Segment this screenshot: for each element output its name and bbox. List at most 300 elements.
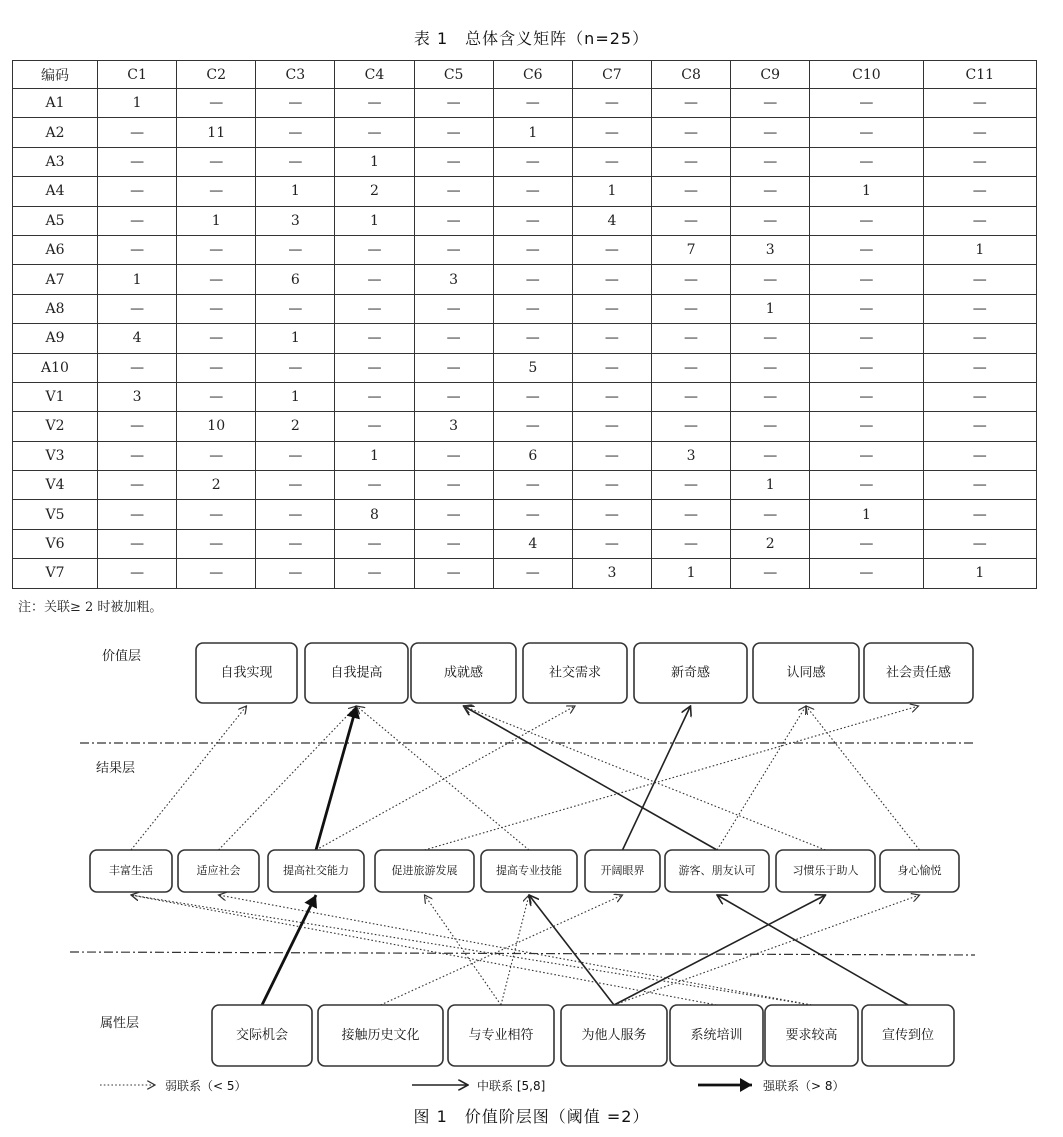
table-cell: — [493, 500, 572, 529]
table-cell: — [98, 559, 177, 588]
link-strong [316, 706, 357, 850]
table-cell: — [923, 265, 1036, 294]
link-weak [464, 706, 826, 850]
table-cell: — [256, 441, 335, 470]
layer-label-value: 价值层 [102, 649, 142, 664]
table-cell: — [923, 529, 1036, 558]
table-cell: — [414, 324, 493, 353]
table-cell: — [731, 559, 810, 588]
table-row [13, 294, 1037, 323]
table-cell: — [335, 412, 414, 441]
attribute-node [862, 1005, 954, 1066]
table-cell: — [414, 500, 493, 529]
table-cell: 1 [256, 324, 335, 353]
table-cell: — [651, 324, 730, 353]
table-cell: — [572, 147, 651, 176]
implication-matrix-table [12, 60, 1037, 589]
table-cell: — [335, 353, 414, 382]
table-cell: — [731, 353, 810, 382]
table-cell: — [493, 324, 572, 353]
table-cell: 2 [731, 529, 810, 558]
table-cell: — [651, 471, 730, 500]
table-cell: — [414, 382, 493, 411]
table-cell: — [414, 118, 493, 147]
table-cell: — [572, 294, 651, 323]
table-cell: — [731, 206, 810, 235]
row-code-cell: A10 [13, 353, 98, 382]
row-code-cell: A1 [13, 89, 98, 118]
table-cell: 10 [177, 412, 256, 441]
table-cell: — [256, 353, 335, 382]
table-row [13, 441, 1037, 470]
node-label: 交际机会 [235, 1028, 289, 1043]
column-header-c8: C8 [651, 61, 730, 89]
node-label: 提高专业技能 [496, 864, 562, 877]
column-header-c10: C10 [810, 61, 923, 89]
link-weak [806, 706, 920, 850]
table-cell: — [810, 441, 923, 470]
table-cell: — [810, 324, 923, 353]
table-cell: — [98, 412, 177, 441]
node-label: 认同感 [786, 665, 826, 681]
attribute-node [212, 1005, 312, 1066]
table-cell: — [414, 559, 493, 588]
table-cell: — [810, 559, 923, 588]
consequence-node [90, 850, 172, 892]
table-cell: — [256, 89, 335, 118]
table-cell: — [810, 471, 923, 500]
table-cell: — [335, 89, 414, 118]
table-cell: 3 [414, 412, 493, 441]
table-cell: — [256, 500, 335, 529]
link-weak [717, 706, 806, 850]
table-cell: — [98, 118, 177, 147]
link-medium [464, 706, 718, 850]
node-label: 开阔眼界 [600, 864, 645, 877]
table-cell: — [651, 265, 730, 294]
table-cell: — [651, 353, 730, 382]
node-label: 丰富生活 [109, 864, 153, 877]
table-cell: 1 [810, 500, 923, 529]
table-cell: — [651, 118, 730, 147]
row-code-cell: A5 [13, 206, 98, 235]
table-cell: — [177, 529, 256, 558]
figure-caption: 图 1 价值阶层图（阈值 =2） [413, 1107, 650, 1126]
table-cell: 2 [177, 471, 256, 500]
value-node [196, 643, 297, 703]
table-cell: — [731, 265, 810, 294]
table-row [13, 353, 1037, 382]
table-cell: — [177, 89, 256, 118]
column-header-c5: C5 [414, 61, 493, 89]
table-cell: — [651, 529, 730, 558]
table-cell: — [572, 118, 651, 147]
layer-label-consequence: 结果层 [96, 761, 136, 776]
node-label: 习惯乐于助人 [792, 864, 859, 877]
table-cell: — [177, 500, 256, 529]
link-weak [381, 895, 623, 1005]
table-cell: — [923, 353, 1036, 382]
table-row [13, 500, 1037, 529]
link-medium [529, 895, 614, 1005]
table-cell: — [923, 89, 1036, 118]
table-cell: — [923, 324, 1036, 353]
attribute-node [318, 1005, 443, 1066]
table-header-row [13, 61, 1037, 89]
column-header-c9: C9 [731, 61, 810, 89]
table-cell: 1 [572, 177, 651, 206]
table-cell: 3 [414, 265, 493, 294]
table-row [13, 412, 1037, 441]
node-label: 游客、朋友认可 [678, 864, 756, 877]
table-cell: — [493, 265, 572, 294]
row-code-cell: A2 [13, 118, 98, 147]
table-cell: 3 [256, 206, 335, 235]
table-cell: 1 [731, 471, 810, 500]
link-weak [316, 706, 575, 850]
table-cell: 5 [493, 353, 572, 382]
link-weak [131, 895, 812, 1005]
node-label: 宣传到位 [881, 1028, 935, 1043]
node-label: 新奇感 [670, 665, 711, 681]
table-cell: 8 [335, 500, 414, 529]
table-cell: — [414, 529, 493, 558]
table-cell: — [572, 235, 651, 264]
table-cell: — [256, 559, 335, 588]
table-cell: — [177, 382, 256, 411]
table-cell: — [493, 147, 572, 176]
table-cell: — [572, 500, 651, 529]
node-label: 身心愉悦 [897, 864, 942, 877]
table-row [13, 118, 1037, 147]
table-cell: — [256, 235, 335, 264]
table-cell: 2 [256, 412, 335, 441]
attribute-node [448, 1005, 554, 1066]
table-cell: — [177, 353, 256, 382]
table-cell: 1 [98, 89, 177, 118]
table-cell: — [98, 206, 177, 235]
table-row [13, 382, 1037, 411]
table-cell: — [256, 529, 335, 558]
table-cell: — [98, 177, 177, 206]
table-cell: — [572, 382, 651, 411]
value-node [864, 643, 973, 703]
table-row [13, 265, 1037, 294]
table-cell: — [572, 412, 651, 441]
table-header [13, 61, 1037, 89]
column-header-c3: C3 [256, 61, 335, 89]
table-cell: — [493, 382, 572, 411]
table-cell: — [572, 529, 651, 558]
table-row [13, 559, 1037, 588]
value-node [411, 643, 516, 703]
column-header-code: 编码 [13, 61, 98, 89]
table-cell: 3 [572, 559, 651, 588]
table-cell: 1 [98, 265, 177, 294]
row-code-cell: V6 [13, 529, 98, 558]
table-cell: — [414, 441, 493, 470]
table-cell: — [335, 294, 414, 323]
table-cell: — [923, 441, 1036, 470]
table-cell: — [731, 118, 810, 147]
column-header-c6: C6 [493, 61, 572, 89]
legend-strong-label: 强联系（> 8） [763, 1079, 845, 1093]
table-cell: 1 [731, 294, 810, 323]
link-weak [425, 895, 502, 1005]
table-cell: — [256, 294, 335, 323]
row-code-cell: A7 [13, 265, 98, 294]
table-cell: — [810, 382, 923, 411]
table-cell: — [923, 206, 1036, 235]
table-cell: 1 [493, 118, 572, 147]
link-weak [614, 895, 920, 1005]
table-row [13, 471, 1037, 500]
table-cell: — [493, 89, 572, 118]
attribute-node [670, 1005, 763, 1066]
table-cell: — [177, 324, 256, 353]
table-cell: — [923, 294, 1036, 323]
table-cell: 1 [335, 206, 414, 235]
table-cell: — [414, 206, 493, 235]
table-cell: 1 [651, 559, 730, 588]
column-header-c1: C1 [98, 61, 177, 89]
table-cell: — [493, 412, 572, 441]
table-cell: — [493, 471, 572, 500]
table-cell: — [177, 294, 256, 323]
table-cell: — [572, 471, 651, 500]
table-cell: — [414, 177, 493, 206]
column-header-c4: C4 [335, 61, 414, 89]
table-cell: — [98, 441, 177, 470]
link-medium [614, 895, 826, 1005]
value-node [753, 643, 859, 703]
table-cell: 3 [651, 441, 730, 470]
table-body [13, 89, 1037, 589]
row-code-cell: V5 [13, 500, 98, 529]
table-cell: 6 [493, 441, 572, 470]
table-cell: — [731, 412, 810, 441]
consequence-node [268, 850, 364, 892]
table-cell: — [810, 265, 923, 294]
table-cell: 1 [256, 177, 335, 206]
layer-divider-bottom [70, 952, 975, 955]
table-row [13, 529, 1037, 558]
table-cell: — [335, 265, 414, 294]
node-label: 促进旅游发展 [391, 864, 458, 877]
table-cell: — [493, 559, 572, 588]
table-cell: — [572, 441, 651, 470]
table-row [13, 147, 1037, 176]
consequence-node [178, 850, 259, 892]
column-header-c11: C11 [923, 61, 1036, 89]
table-cell: — [810, 529, 923, 558]
table-cell: — [810, 206, 923, 235]
node-label: 自我实现 [220, 665, 273, 681]
table-cell: — [98, 353, 177, 382]
node-label: 社会责任感 [885, 665, 952, 681]
consequence-node [880, 850, 959, 892]
node-label: 提高社交能力 [283, 864, 349, 877]
legend [100, 1078, 845, 1093]
table-cell: — [731, 177, 810, 206]
table-cell: — [414, 89, 493, 118]
table-cell: — [493, 294, 572, 323]
table-cell: — [923, 471, 1036, 500]
table-cell: — [335, 118, 414, 147]
attribute-node [765, 1005, 858, 1066]
node-label: 成就感 [443, 665, 484, 681]
attribute-node [561, 1005, 667, 1066]
table-cell: — [810, 147, 923, 176]
table-cell: — [731, 89, 810, 118]
table-cell: 1 [923, 559, 1036, 588]
table-cell: — [923, 382, 1036, 411]
table-cell: — [572, 89, 651, 118]
table-cell: — [177, 235, 256, 264]
table-cell: — [256, 118, 335, 147]
table-cell: — [335, 382, 414, 411]
table-cell: — [572, 265, 651, 294]
legend-weak-label: 弱联系（< 5） [165, 1079, 247, 1093]
table-cell: 2 [335, 177, 414, 206]
column-header-c7: C7 [572, 61, 651, 89]
table-cell: — [256, 147, 335, 176]
table-row [13, 324, 1037, 353]
table-cell: — [923, 147, 1036, 176]
table-cell: — [810, 353, 923, 382]
table-cell: — [493, 177, 572, 206]
table-cell: — [651, 206, 730, 235]
row-code-cell: V2 [13, 412, 98, 441]
row-code-cell: A4 [13, 177, 98, 206]
table-cell: — [572, 324, 651, 353]
layer-label-attribute: 属性层 [100, 1016, 140, 1031]
row-code-cell: A9 [13, 324, 98, 353]
table-cell: — [810, 89, 923, 118]
table-cell: — [414, 471, 493, 500]
link-weak [131, 706, 247, 850]
table-cell: — [731, 324, 810, 353]
link-weak [131, 895, 717, 1005]
table-note: 注：关联≥ 2 时被加粗。 [18, 600, 163, 615]
table-cell: — [414, 235, 493, 264]
table-cell: 3 [98, 382, 177, 411]
value-node [305, 643, 408, 703]
table-cell: 4 [493, 529, 572, 558]
link-strong [262, 895, 316, 1005]
table-cell: — [651, 89, 730, 118]
table-cell: — [98, 471, 177, 500]
table-cell: 4 [572, 206, 651, 235]
table-cell: — [414, 147, 493, 176]
table-cell: — [651, 412, 730, 441]
node-label: 自我提高 [330, 665, 383, 681]
table-cell: — [731, 441, 810, 470]
table-cell: 6 [256, 265, 335, 294]
node-label: 系统培训 [690, 1028, 743, 1043]
table-cell: 4 [98, 324, 177, 353]
table-cell: 1 [335, 441, 414, 470]
table-cell: — [98, 235, 177, 264]
row-code-cell: A8 [13, 294, 98, 323]
table-cell: — [651, 294, 730, 323]
consequence-node [665, 850, 769, 892]
table-row [13, 89, 1037, 118]
table-row [13, 177, 1037, 206]
table-cell: — [810, 235, 923, 264]
legend-medium-label: 中联系 [5,8] [477, 1079, 546, 1093]
table-cell: — [335, 559, 414, 588]
table-row [13, 206, 1037, 235]
value-node [523, 643, 627, 703]
table-cell: — [923, 177, 1036, 206]
link-medium [717, 895, 908, 1005]
table-cell: — [98, 147, 177, 176]
table-cell: — [335, 471, 414, 500]
table-cell: 1 [810, 177, 923, 206]
table-cell: — [98, 294, 177, 323]
table-cell: — [651, 147, 730, 176]
table-cell: 1 [256, 382, 335, 411]
table-row [13, 235, 1037, 264]
table-cell: — [810, 294, 923, 323]
table-cell: — [923, 412, 1036, 441]
table-caption: 表 1 总体含义矩阵（n=25） [413, 29, 650, 48]
node-label: 适应社会 [196, 864, 241, 877]
node-label: 社交需求 [548, 665, 602, 681]
row-code-cell: A6 [13, 235, 98, 264]
table-cell: — [731, 500, 810, 529]
row-code-cell: A3 [13, 147, 98, 176]
table-cell: — [177, 147, 256, 176]
table-cell: — [177, 441, 256, 470]
table-cell: — [335, 529, 414, 558]
row-code-cell: V3 [13, 441, 98, 470]
table-cell: — [651, 382, 730, 411]
consequence-node [776, 850, 875, 892]
table-cell: — [177, 177, 256, 206]
value-node [634, 643, 747, 703]
row-code-cell: V1 [13, 382, 98, 411]
row-code-cell: V7 [13, 559, 98, 588]
table-cell: — [335, 235, 414, 264]
table-cell: 3 [731, 235, 810, 264]
table-cell: — [651, 177, 730, 206]
table-cell: — [731, 147, 810, 176]
table-cell: 11 [177, 118, 256, 147]
table-cell: — [493, 235, 572, 264]
node-label: 接触历史文化 [341, 1028, 420, 1043]
table-cell: — [493, 206, 572, 235]
table-cell: — [923, 500, 1036, 529]
nodes-group [90, 643, 973, 1066]
row-code-cell: V4 [13, 471, 98, 500]
table-cell: — [98, 500, 177, 529]
table-cell: — [335, 324, 414, 353]
table-cell: — [651, 500, 730, 529]
table-cell: — [414, 294, 493, 323]
table-cell: — [731, 382, 810, 411]
table-cell: 7 [651, 235, 730, 264]
consequence-node [375, 850, 474, 892]
table-cell: — [923, 118, 1036, 147]
node-label: 与专业相符 [468, 1028, 534, 1043]
table-cell: — [177, 559, 256, 588]
table-cell: — [98, 529, 177, 558]
table-cell: — [572, 353, 651, 382]
table-cell: — [810, 412, 923, 441]
consequence-node [481, 850, 577, 892]
